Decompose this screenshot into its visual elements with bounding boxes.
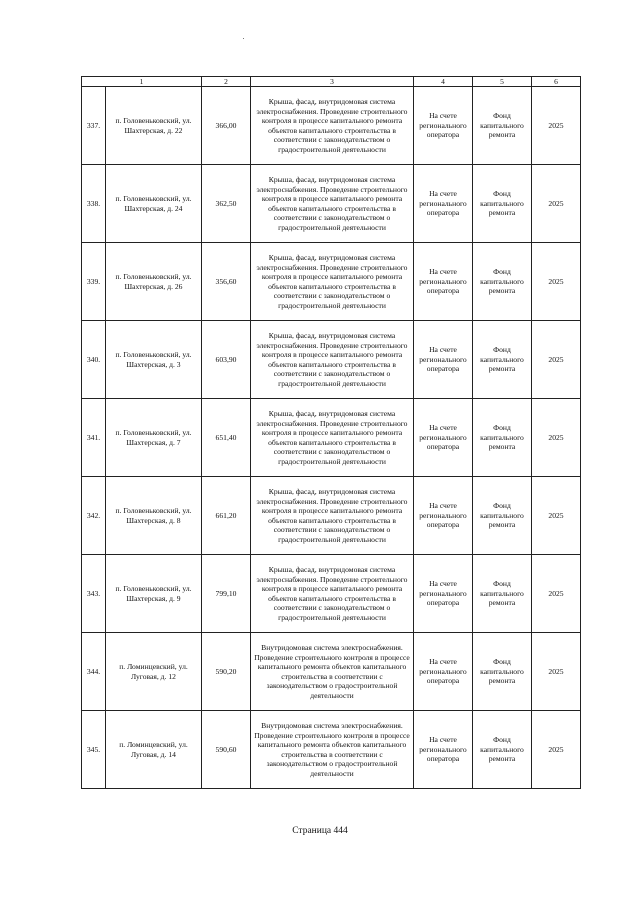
header-cell-5: 5 (473, 77, 532, 87)
fund-cell: Фонд капитального ремонта (473, 399, 532, 477)
account-cell: На счете регионального оператора (414, 711, 473, 789)
year-cell: 2025 (532, 477, 581, 555)
area-cell: 590,60 (202, 711, 251, 789)
area-cell: 356,60 (202, 243, 251, 321)
header-cell-1: 1 (82, 77, 202, 87)
header-cell-6: 6 (532, 77, 581, 87)
row-number: 344. (82, 633, 106, 711)
account-cell: На счете регионального оператора (414, 321, 473, 399)
row-number: 342. (82, 477, 106, 555)
year-cell: 2025 (532, 555, 581, 633)
header-cell-2: 2 (202, 77, 251, 87)
row-number: 341. (82, 399, 106, 477)
fund-cell: Фонд капитального ремонта (473, 243, 532, 321)
work-description-cell: Крыша, фасад, внутридомовая система электроснабжения. Проведение строительного контроля в процессе капитального ремонта объектов капитального строительства в соответствии с законодательством о градостроительной деятельности (251, 321, 414, 399)
year-cell: 2025 (532, 243, 581, 321)
work-description-cell: Крыша, фасад, внутридомовая система электроснабжения. Проведение строительного контроля в процессе капитального ремонта объектов капитального строительства в соответствии с законодательством о градостроительной деятельности (251, 243, 414, 321)
fund-cell: Фонд капитального ремонта (473, 165, 532, 243)
scan-speck (243, 38, 244, 39)
table-row (82, 477, 581, 555)
address-cell: п. Головеньковский, ул. Шахтерская, д. 3 (106, 321, 202, 399)
account-cell: На счете регионального оператора (414, 87, 473, 165)
work-description-cell: Крыша, фасад, внутридомовая система электроснабжения. Проведение строительного контроля в процессе капитального ремонта объектов капитального строительства в соответствии с законодательством о градостроительной деятельности (251, 165, 414, 243)
table-row (82, 87, 581, 165)
fund-cell: Фонд капитального ремонта (473, 477, 532, 555)
year-cell: 2025 (532, 711, 581, 789)
fund-cell: Фонд капитального ремонта (473, 711, 532, 789)
row-number: 343. (82, 555, 106, 633)
fund-cell: Фонд капитального ремонта (473, 555, 532, 633)
row-number: 345. (82, 711, 106, 789)
fund-cell: Фонд капитального ремонта (473, 321, 532, 399)
fund-cell: Фонд капитального ремонта (473, 87, 532, 165)
year-cell: 2025 (532, 165, 581, 243)
year-cell: 2025 (532, 321, 581, 399)
row-number: 339. (82, 243, 106, 321)
address-cell: п. Головеньковский, ул. Шахтерская, д. 9 (106, 555, 202, 633)
header-row (82, 77, 581, 87)
address-cell: п. Головеньковский, ул. Шахтерская, д. 7 (106, 399, 202, 477)
year-cell: 2025 (532, 87, 581, 165)
table-row (82, 243, 581, 321)
area-cell: 799,10 (202, 555, 251, 633)
table-row (82, 399, 581, 477)
header-cell-4: 4 (414, 77, 473, 87)
area-cell: 590,20 (202, 633, 251, 711)
table-row (82, 711, 581, 789)
address-cell: п. Головеньковский, ул. Шахтерская, д. 26 (106, 243, 202, 321)
area-cell: 366,00 (202, 87, 251, 165)
area-cell: 651,40 (202, 399, 251, 477)
work-description-cell: Внутридомовая система электроснабжения. Проведение строительного контроля в процессе капитального ремонта объектов капитального строительства в соответствии с законодательством о градостроительной деятельности (251, 633, 414, 711)
year-cell: 2025 (532, 633, 581, 711)
account-cell: На счете регионального оператора (414, 243, 473, 321)
table-row (82, 321, 581, 399)
address-cell: п. Головеньковский, ул. Шахтерская, д. 22 (106, 87, 202, 165)
table-row (82, 165, 581, 243)
table-row (82, 555, 581, 633)
row-number: 340. (82, 321, 106, 399)
table-body (82, 77, 581, 789)
work-description-cell: Крыша, фасад, внутридомовая система электроснабжения. Проведение строительного контроля в процессе капитального ремонта объектов капитального строительства в соответствии с законодательством о градостроительной деятельности (251, 399, 414, 477)
page-number: Страница 444 (292, 826, 348, 836)
row-number: 338. (82, 165, 106, 243)
address-cell: п. Ломинцевский, ул. Луговая, д. 12 (106, 633, 202, 711)
work-description-cell: Внутридомовая система электроснабжения. Проведение строительного контроля в процессе капитального ремонта объектов капитального строительства в соответствии с законодательством о градостроительной деятельности (251, 711, 414, 789)
address-cell: п. Головеньковский, ул. Шахтерская, д. 24 (106, 165, 202, 243)
account-cell: На счете регионального оператора (414, 555, 473, 633)
year-cell: 2025 (532, 399, 581, 477)
work-description-cell: Крыша, фасад, внутридомовая система электроснабжения. Проведение строительного контроля в процессе капитального ремонта объектов капитального строительства в соответствии с законодательством о градостроительной деятельности (251, 555, 414, 633)
fund-cell: Фонд капитального ремонта (473, 633, 532, 711)
address-cell: п. Ломинцевский, ул. Луговая, д. 14 (106, 711, 202, 789)
work-description-cell: Крыша, фасад, внутридомовая система электроснабжения. Проведение строительного контроля в процессе капитального ремонта объектов капитального строительства в соответствии с законодательством о градостроительной деятельности (251, 477, 414, 555)
area-cell: 362,50 (202, 165, 251, 243)
repair-program-table (81, 76, 581, 789)
account-cell: На счете регионального оператора (414, 633, 473, 711)
area-cell: 603,90 (202, 321, 251, 399)
account-cell: На счете регионального оператора (414, 477, 473, 555)
address-cell: п. Головеньковский, ул. Шахтерская, д. 8 (106, 477, 202, 555)
account-cell: На счете регионального оператора (414, 399, 473, 477)
account-cell: На счете регионального оператора (414, 165, 473, 243)
row-number: 337. (82, 87, 106, 165)
work-description-cell: Крыша, фасад, внутридомовая система электроснабжения. Проведение строительного контроля в процессе капитального ремонта объектов капитального строительства в соответствии с законодательством о градостроительной деятельности (251, 87, 414, 165)
area-cell: 661,20 (202, 477, 251, 555)
header-cell-3: 3 (251, 77, 414, 87)
table-row (82, 633, 581, 711)
